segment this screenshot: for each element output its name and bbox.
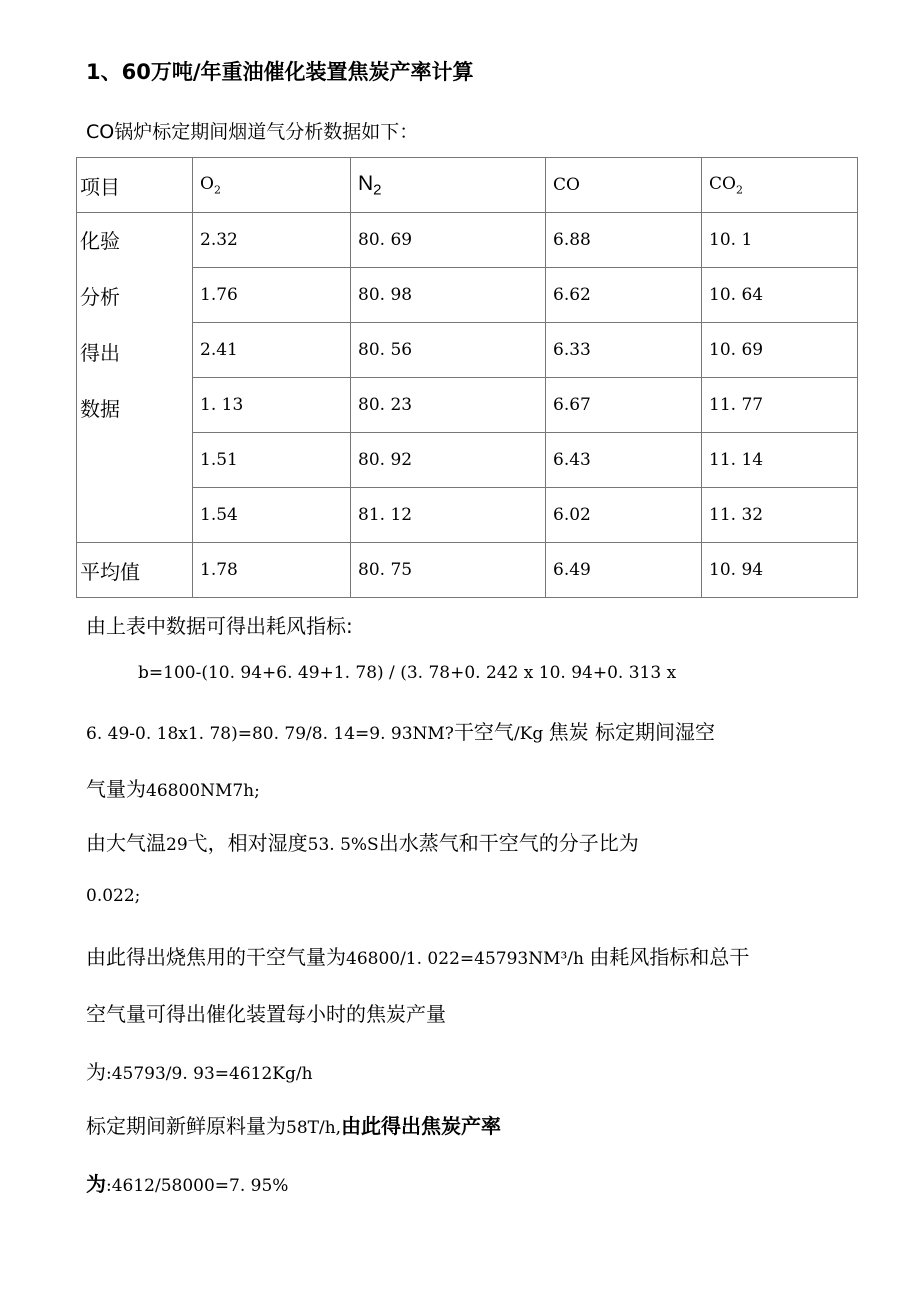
table-average-row [77,543,858,598]
cell-co: 6.67 [546,378,702,433]
para-line-4: 气量为46800NM7h; [86,777,260,801]
cell-co2: 11. 14 [702,433,858,488]
table-row [77,268,858,323]
formula-line: b=100-(10. 94+6. 49+1. 78) / (3. 78+0. 242 x 10. 94+0. 313 x [138,663,677,683]
cell-co: 6.02 [546,488,702,543]
cell-o2: 1. 13 [193,378,351,433]
header-co2: $CO_2$ [702,158,858,213]
para-line-11: 为:4612/58000=7. 95% [86,1172,289,1196]
header-co: CO [546,158,702,213]
page-title: 1、60万吨/年重油催化装置焦炭产率计算 [86,60,474,84]
cell-co: 6.88 [546,213,702,268]
cell-o2: 1.76 [193,268,351,323]
cell-co: 6.62 [546,268,702,323]
cell-co2: 10. 69 [702,323,858,378]
cell-n2: 80. 69 [351,213,546,268]
cell-o2: 2.32 [193,213,351,268]
cell-o2: 2.41 [193,323,351,378]
header-n2: $N_2$ [351,158,546,213]
table-row [77,488,858,543]
table-row [77,378,858,433]
para-line-10: 标定期间新鲜原料量为58T/h,由此得出焦炭产率 [86,1114,502,1138]
table-row [77,433,858,488]
cell-n2: 80. 98 [351,268,546,323]
avg-o2: 1.78 [193,543,351,598]
para-line-1: 由上表中数据可得出耗风指标: [86,614,353,638]
cell-n2: 80. 92 [351,433,546,488]
cell-co2: 10. 64 [702,268,858,323]
avg-co2: 10. 94 [702,543,858,598]
group-label: 化验 分析 得出 数据 [77,213,193,543]
table-row [77,323,858,378]
para-line-9: 为:45793/9. 93=4612Kg/h [86,1060,313,1084]
table-row [77,213,858,268]
cell-n2: 81. 12 [351,488,546,543]
cell-co2: 10. 1 [702,213,858,268]
header-o2: $O_2$ [193,158,351,213]
cell-co2: 11. 32 [702,488,858,543]
avg-co: 6.49 [546,543,702,598]
cell-o2: 1.51 [193,433,351,488]
cell-co: 6.33 [546,323,702,378]
cell-co: 6.43 [546,433,702,488]
cell-n2: 80. 23 [351,378,546,433]
cell-o2: 1.54 [193,488,351,543]
para-line-7: 由此得出烧焦用的干空气量为46800/1. 022=45793NM³/h 由耗风指标和总干 [86,945,750,969]
header-item: 项目 [77,158,193,213]
avg-label: 平均值 [77,543,193,598]
para-line-6: 0.022; [86,886,141,906]
para-line-5: 由大气温29弋，相对湿度53. 5%S出水蒸气和干空气的分子比为 [86,831,639,855]
para-line-8: 空气量可得出催化装置每小时的焦炭产量 [86,1002,446,1026]
avg-n2: 80. 75 [351,543,546,598]
flue-gas-table [76,157,858,598]
intro-text: CO锅炉标定期间烟道气分析数据如下： [86,121,419,143]
para-line-3: 6. 49-0. 18x1. 78)=80. 79/8. 14=9. 93NM?干空气/Kg 焦炭 标定期间湿空 [86,720,716,744]
cell-n2: 80. 56 [351,323,546,378]
table-header-row [77,158,858,213]
cell-co2: 11. 77 [702,378,858,433]
